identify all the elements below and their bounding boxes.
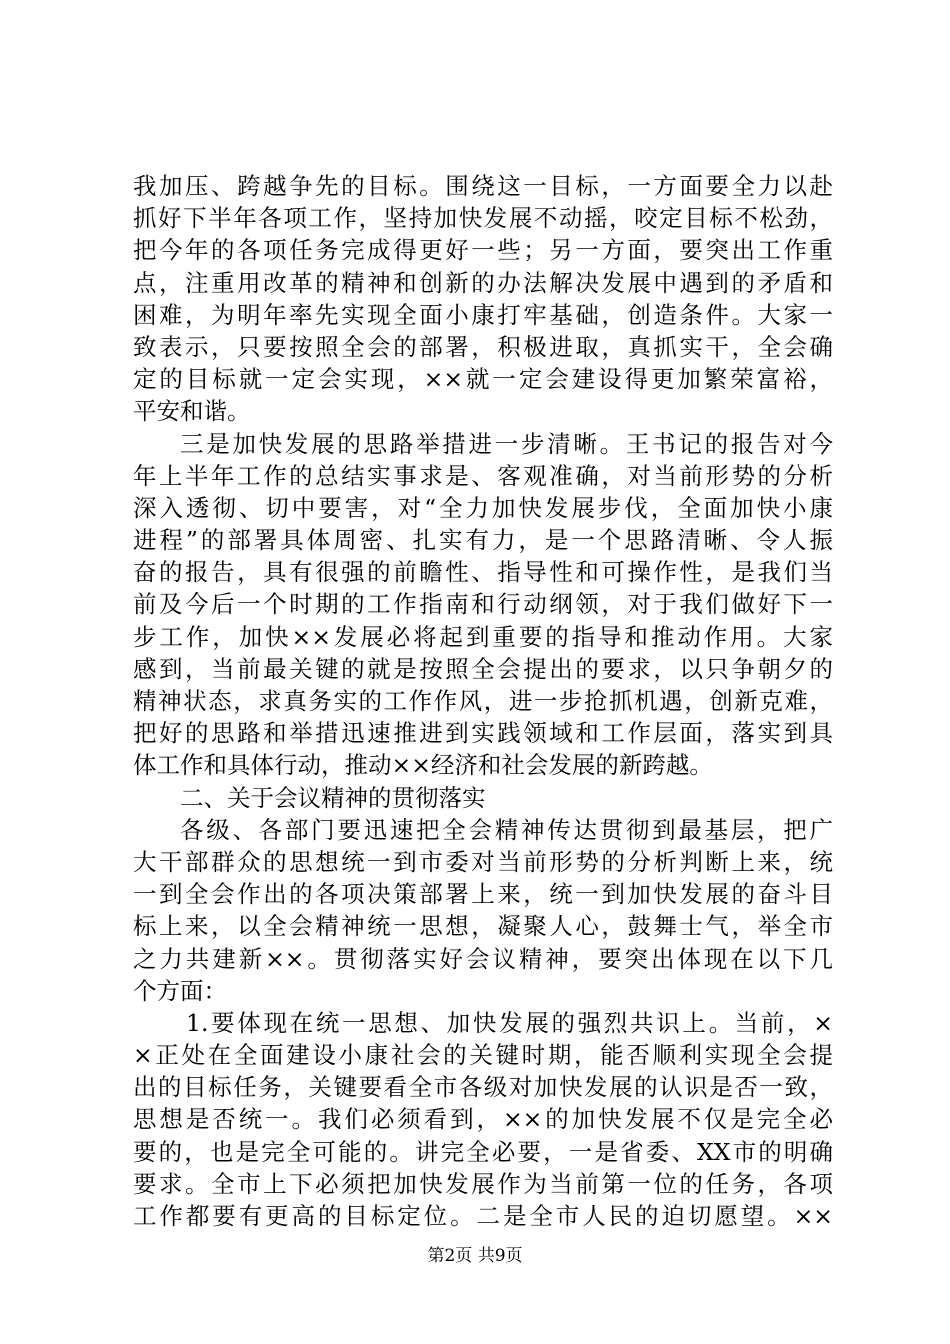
text-line: 体工作和具体行动，推动××经济和社会发展的新跨越。 [133, 751, 713, 780]
text-line: 点，注重用改革的精神和创新的办法解决发展中遇到的矛盾和 [133, 268, 833, 297]
text-line: 工作都要有更高的目标定位。二是全市人民的迫切愿望。×× [133, 1202, 833, 1230]
text-line: ×正处在全面建设小康社会的关键时期，能否顺利实现全会提 [133, 1041, 833, 1070]
text-line: 出的目标任务，关键要看全市各级对加快发展的认识是否一致， [133, 1073, 833, 1102]
text-line: 困难，为明年率先实现全面小康打牢基础，创造条件。大家一 [133, 300, 833, 329]
paragraph-first-line: 各级、各部门要迅速把全会精神传达贯彻到最基层，把广 [180, 815, 833, 844]
text-line: 步工作，加快××发展必将起到重要的指导和推动作用。大家 [133, 622, 833, 651]
text-line: 一到全会作出的各项决策部署上来，统一到加快发展的奋斗目 [133, 880, 833, 909]
text-line: 要的，也是完全可能的。讲完全必要，一是省委、XX市的明确 [133, 1137, 833, 1166]
paragraph-first-line: 1.要体现在统一思想、加快发展的强烈共识上。当前，× [186, 1008, 833, 1037]
paragraph-first-line: 三是加快发展的思路举措进一步清晰。王书记的报告对今 [180, 429, 833, 458]
text-line: 平安和谐。 [133, 397, 251, 426]
text-line: 我加压、跨越争先的目标。围绕这一目标，一方面要全力以赴 [133, 172, 833, 200]
text-line: 思想是否统一。我们必须看到，××的加快发展不仅是完全必 [133, 1105, 833, 1134]
page-number-footer: 第2页 共9页 [427, 1246, 523, 1266]
text-line: 奋的报告，具有很强的前瞻性、指导性和可操作性，是我们当 [133, 558, 833, 587]
section-heading: 二、关于会议精神的贯彻落实 [180, 783, 486, 812]
text-line: 前及今后一个时期的工作指南和行动纲领，对于我们做好下一 [133, 590, 833, 619]
text-line: 深入透彻、切中要害，对“全力加快发展步伐，全面加快小康 [133, 493, 833, 522]
text-line: 抓好下半年各项工作，坚持加快发展不动摇，咬定目标不松劲， [133, 204, 833, 233]
text-line: 标上来，以全会精神统一思想，凝聚人心，鼓舞士气，举全市 [133, 912, 833, 941]
text-line: 个方面： [133, 976, 227, 1005]
text-line: 致表示，只要按照全会的部署，积极进取，真抓实干，全会确 [133, 332, 833, 361]
document-body [133, 170, 833, 1232]
text-line: 年上半年工作的总结实事求是、客观准确，对当前形势的分析 [133, 461, 833, 490]
text-line: 把今年的各项任务完成得更好一些；另一方面，要突出工作重 [133, 236, 833, 265]
text-line: 定的目标就一定会实现，××就一定会建设得更加繁荣富裕， [133, 365, 833, 394]
text-line: 精神状态，求真务实的工作作风，进一步抢抓机遇，创新克难， [133, 687, 833, 715]
text-line: 要求。全市上下必须把加快发展作为当前第一位的任务，各项 [133, 1169, 833, 1198]
text-line: 之力共建新××。贯彻落实好会议精神，要突出体现在以下几 [133, 944, 833, 973]
text-line: 把好的思路和举措迅速推进到实践领域和工作层面，落实到具 [133, 719, 833, 748]
text-line: 大干部群众的思想统一到市委对当前形势的分析判断上来，统 [133, 847, 833, 876]
text-line: 感到，当前最关键的就是按照全会提出的要求，以只争朝夕的 [133, 654, 833, 683]
text-line: 进程”的部署具体周密、扎实有力，是一个思路清晰、令人振 [133, 526, 833, 555]
